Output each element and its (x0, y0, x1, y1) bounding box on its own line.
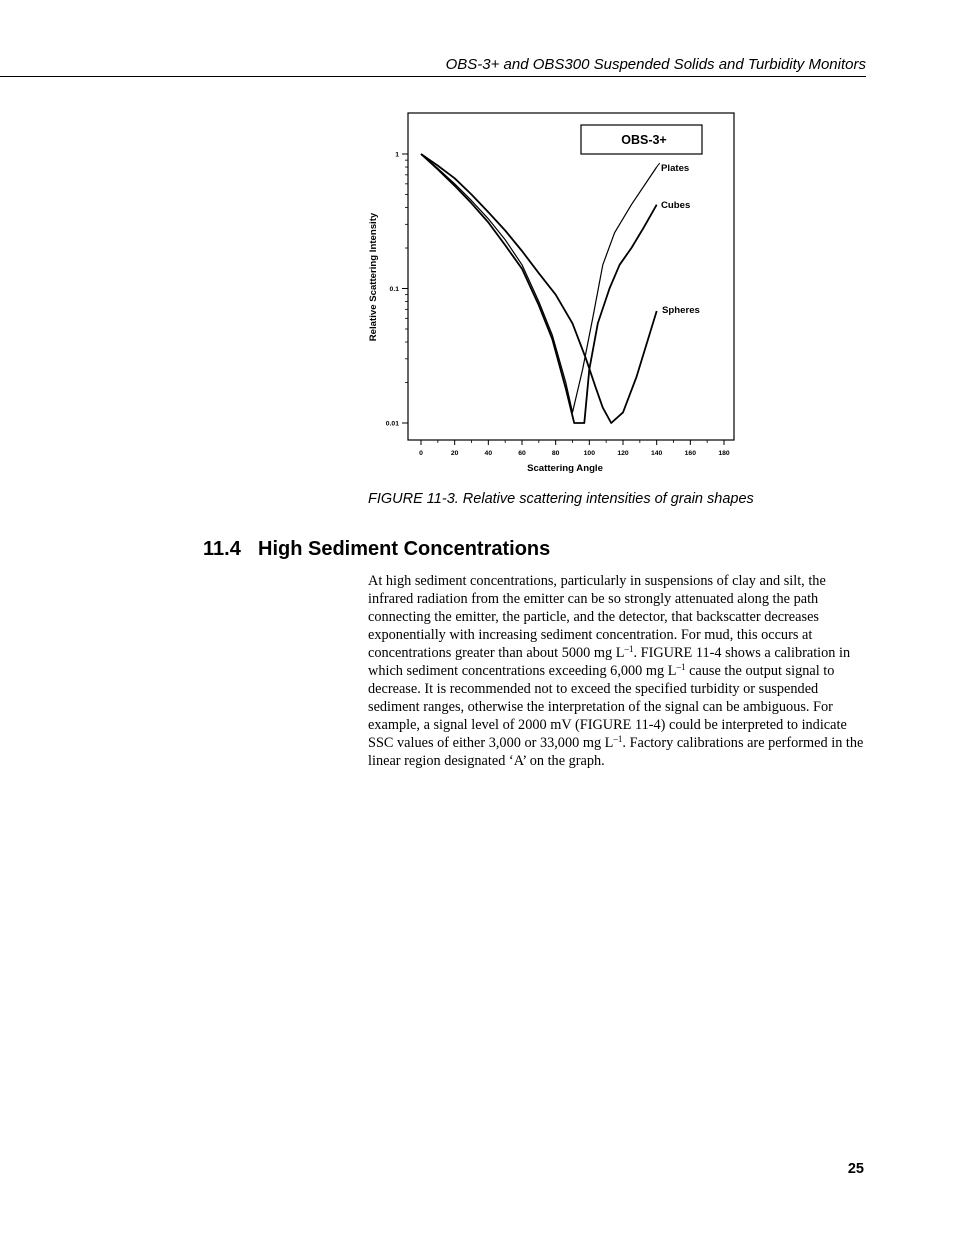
x-tick-label: 40 (484, 450, 493, 457)
body-text-part: . Factory calibrations are performed in the linear region designated ‘A’ on the graph. (368, 735, 864, 769)
y-axis (386, 152, 408, 428)
spheres-label: Spheres (662, 305, 700, 316)
y-tick-label: 0.01 (385, 420, 399, 428)
section-number: 11.4 (203, 538, 241, 560)
header-title: OBS-3+ and OBS300 Suspended Solids and Turbidity Monitors (445, 56, 866, 73)
superscript: –1 (676, 662, 686, 672)
superscript: –1 (613, 734, 623, 744)
section-heading (203, 538, 550, 561)
x-tick-label: 140 (650, 450, 663, 457)
x-tick-label: 60 (518, 450, 526, 457)
cubes-label: Cubes (661, 200, 691, 211)
x-axis-title: Scattering Angle (527, 463, 603, 474)
section-title: High Sediment Concentrations (258, 538, 551, 560)
figure-caption: FIGURE 11-3. Relative scattering intensities of grain shapes (368, 491, 754, 507)
series-line-spheres (421, 154, 657, 423)
x-tick-label: 20 (450, 450, 459, 457)
page-number: 25 (847, 1161, 864, 1177)
y-axis-title: Relative Scattering Intensity (368, 212, 379, 342)
superscript: –1 (624, 644, 634, 654)
series-line-cubes (421, 154, 657, 423)
x-tick-label: 160 (684, 450, 697, 457)
y-tick-label: 0.1 (389, 286, 399, 293)
plates-label: Plates (661, 163, 690, 174)
x-tick-label: 80 (551, 450, 560, 457)
x-tick-label: 100 (583, 450, 596, 457)
body-text-part: . FIGURE 11-4 shows a calibration in which sediment concentrations exceeding 6,000 mg L (368, 645, 851, 679)
series-lines (421, 154, 660, 423)
body-paragraph (368, 572, 864, 770)
figure-11-3 (360, 105, 750, 485)
x-axis (419, 440, 730, 457)
scattering-chart (360, 105, 750, 485)
obs-label: OBS-3+ (621, 133, 667, 147)
x-tick-label: 180 (718, 450, 730, 457)
body-text-part: cause the output signal to decrease. It is recommended not to exceed the specified turbidity or suspended sediment ranges, otherwise the interpretation of the signal can be ambiguous. For example, a signal level of 2000 mV (FIGURE 11-4) could be interpreted to indicate SSC values of either 3,000 or 33,000 mg L (368, 663, 847, 751)
x-tick-label: 120 (617, 450, 629, 457)
x-tick-label: 0 (419, 450, 423, 457)
plates-pointer (657, 163, 660, 167)
series-line-plates (421, 154, 657, 412)
running-header (0, 55, 866, 77)
body-text-part: At high sediment concentrations, particularly in suspensions of clay and silt, the infrared radiation from the emitter can be so strongly attenuated along the path connecting the emitter, the particle, and the detector, that backscatter decreases exponentially with increasing sediment concentration. For mud, this occurs at concentrations greater than about 5000 mg L (368, 573, 826, 661)
y-tick-label: 1 (395, 151, 399, 159)
